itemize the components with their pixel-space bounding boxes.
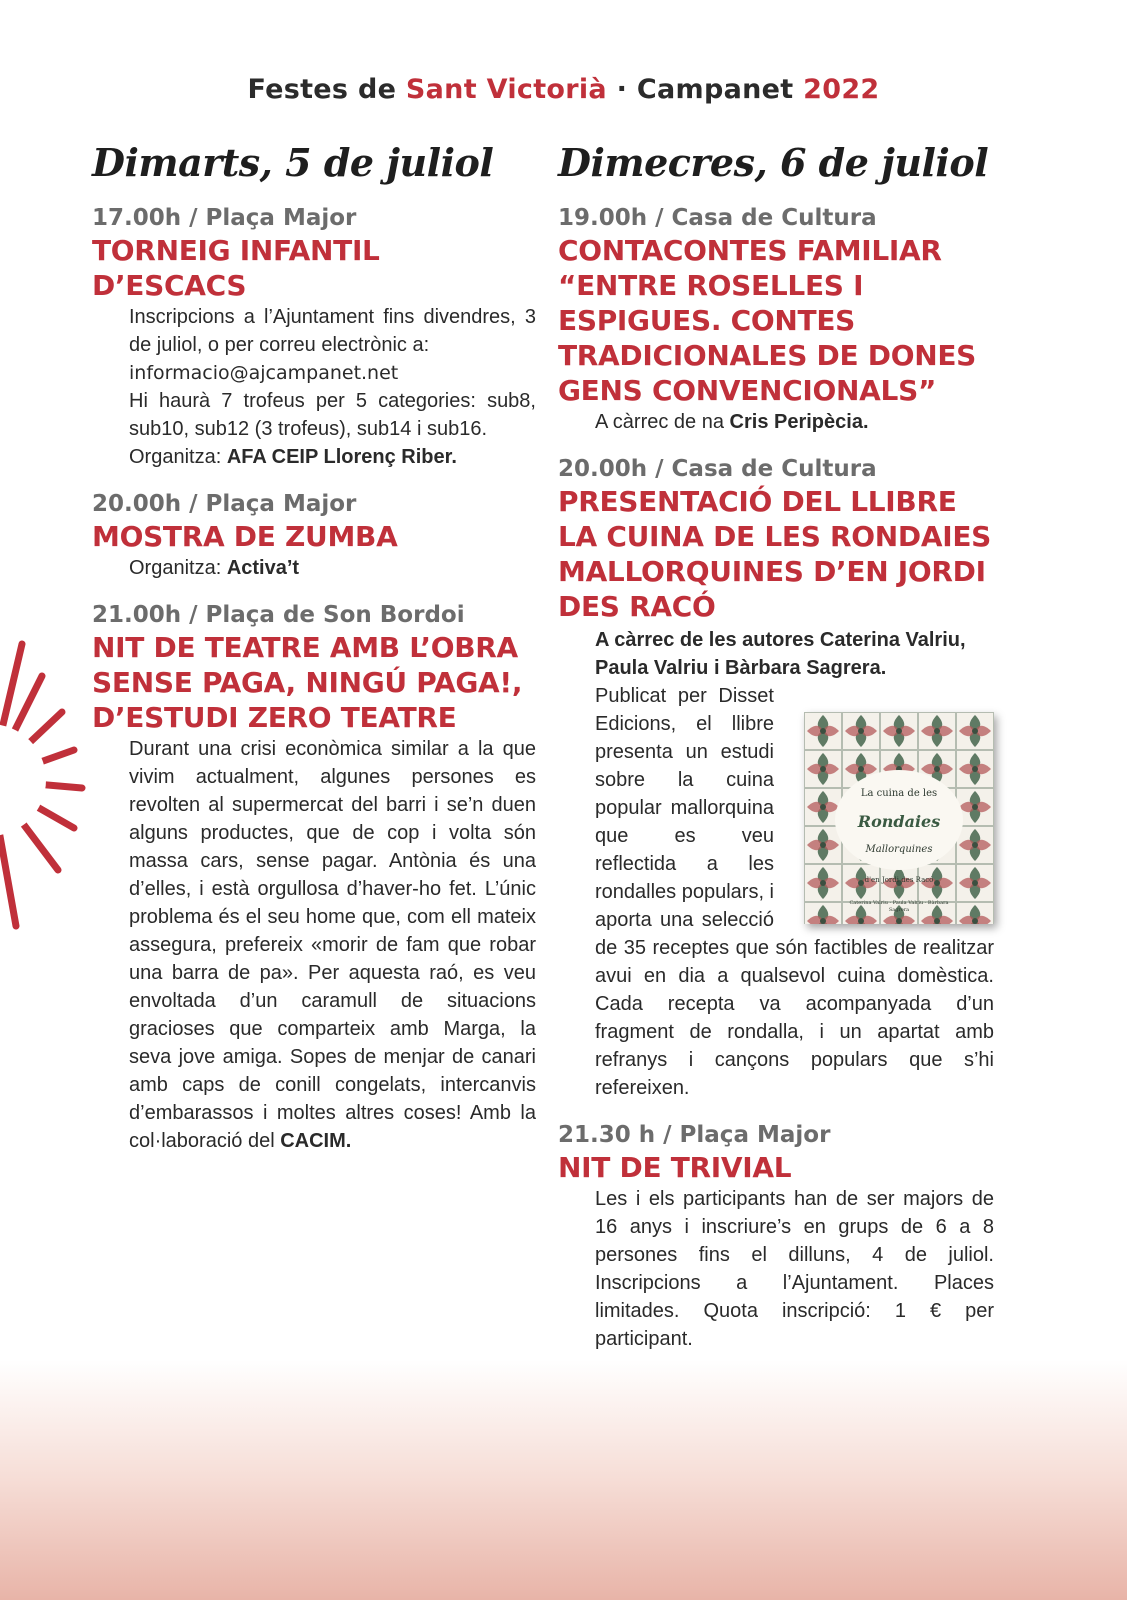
description-text: Les i els participants han de ser majors de 16 anys i inscriure’s en grups de 6 a 8 persones fins el dilluns, 4 de juliol. Inscripcions a l’Ajuntament. Places limitades. Quota inscripció: 1 € per participant. [595,1188,994,1350]
event-time: 21.00h / Plaça de Son Bordoi [92,602,465,628]
event-time: 20.00h / Plaça Major [92,491,357,517]
desc-line: Inscripcions a l’Ajuntament fins divendres, 3 de juliol, o per correu electrònic a: [129,306,536,356]
event-authors [558,626,994,682]
event-time: 21.30 h / Plaça Major [558,1122,831,1148]
day-heading-tuesday: Dimarts, 5 de juliol [92,140,494,185]
event-time: 19.00h / Casa de Cultura [558,205,877,231]
event-description [92,735,536,1155]
decorative-burst-icon [0,630,90,940]
header-town: · Campanet [606,74,804,105]
event-title: TORNEIG INFANTIL D’ESCACS [92,234,380,302]
header-text: Festes de [247,74,406,105]
event-trivial [558,1120,994,1353]
book-line: d'en Jordi des Racó [864,876,934,884]
book-line: La cuina de les [860,788,938,799]
page-header [0,74,1127,105]
organizer-label: Organitza: [129,446,227,468]
performer-name: Cris Peripècia. [729,411,869,433]
header-saint: Sant Victorià [405,74,607,105]
day-heading-wednesday: Dimecres, 6 de juliol [558,140,989,185]
event-description [92,554,536,582]
event-time: 17.00h / Plaça Major [92,205,357,231]
event-book-presentation [558,454,994,1102]
event-title: PRESENTACIÓ DEL LLIBRE LA CUINA DE LES RONDAIES MALLORQUINES D’EN JORDI DES RACÓ [558,485,992,623]
description-text: A càrrec de na [595,411,730,433]
event-title: MOSTRA DE ZUMBA [92,520,398,553]
right-column [558,203,994,1371]
desc-line: Hi haurà 7 trofeus per 5 categories: sub8, sub10, sub12 (3 trofeus), sub14 i sub16. [129,390,536,440]
event-title: NIT DE TEATRE AMB L’OBRA SENSE PAGA, NINGÚ PAGA!, D’ESTUDI ZERO TEATRE [92,631,523,734]
event-title: CONTACONTES FAMILIAR “ENTRE ROSELLES I ESPIGUES. CONTES TRADICIONALES DE DONES GENS CONVENCIONALS” [558,234,977,407]
event-description [558,682,994,1102]
event-time: 20.00h / Casa de Cultura [558,456,877,482]
event-description [558,1185,994,1353]
book-title-block [804,780,994,914]
event-theatre [92,600,536,1155]
book-authors: Caterina Valriu · Paula Valriu · Bàrbara Sagrera [849,900,949,913]
event-description [558,408,994,436]
event-title: NIT DE TRIVIAL [558,1151,792,1184]
description-text: Publicat per Disset Edicions, el llibre presenta un estudi sobre la cuina popular mallorquina que es veu reflectida a les rondalles populars, i aporta una selecció de 35 receptes que són factibles de realitzar avui en dia a qualsevol cuina domèstica. Cada recepta va acompanyada d’un fragment de rondalla, i un apartat amb refranys i cançons populars que s’hi refereixen. [595,685,994,1099]
header-year: 2022 [803,74,880,105]
collaborator-name: CACIM. [280,1130,352,1152]
event-chess [92,203,536,471]
description-text: Durant una crisi econòmica similar a la que vivim actualment, algunes persones es revolten al supermercat del barri i se’n duen alguns productes, que de cop i volta són massa cars, sense pagar. Antònia és una d’elles, i està orgullosa d’haver-ho fet. L’únic problema és el seu home que, com ell mateix assegura, prefereix «morir de fam que robar una barra de pa». Per aquesta raó, es veu envoltada d’un caramull de situacions gracioses que comparteix amb Marga, la seva jove amiga. Sopes de menjar de canari amb caps de conill congelats, intercanvis d’embarassos i moltes altres coses! Amb la col·laboració del [129,738,536,1152]
authors-text: A càrrec de les autores Caterina Valriu, Paula Valriu i Bàrbara Sagrera. [595,629,966,679]
book-title: Rondaies [857,812,941,831]
left-column [92,203,536,1173]
email-link[interactable]: informacio@ajcampanet.net [129,362,399,384]
organizer-name: AFA CEIP Llorenç Riber. [226,446,457,468]
event-description [92,303,536,471]
event-storytelling [558,203,994,436]
book-cover-image [804,712,994,924]
book-subtitle: Mallorquines [865,844,933,855]
organizer-name: Activa’t [226,557,300,579]
event-zumba [92,489,536,582]
organizer-label: Organitza: [129,557,227,579]
